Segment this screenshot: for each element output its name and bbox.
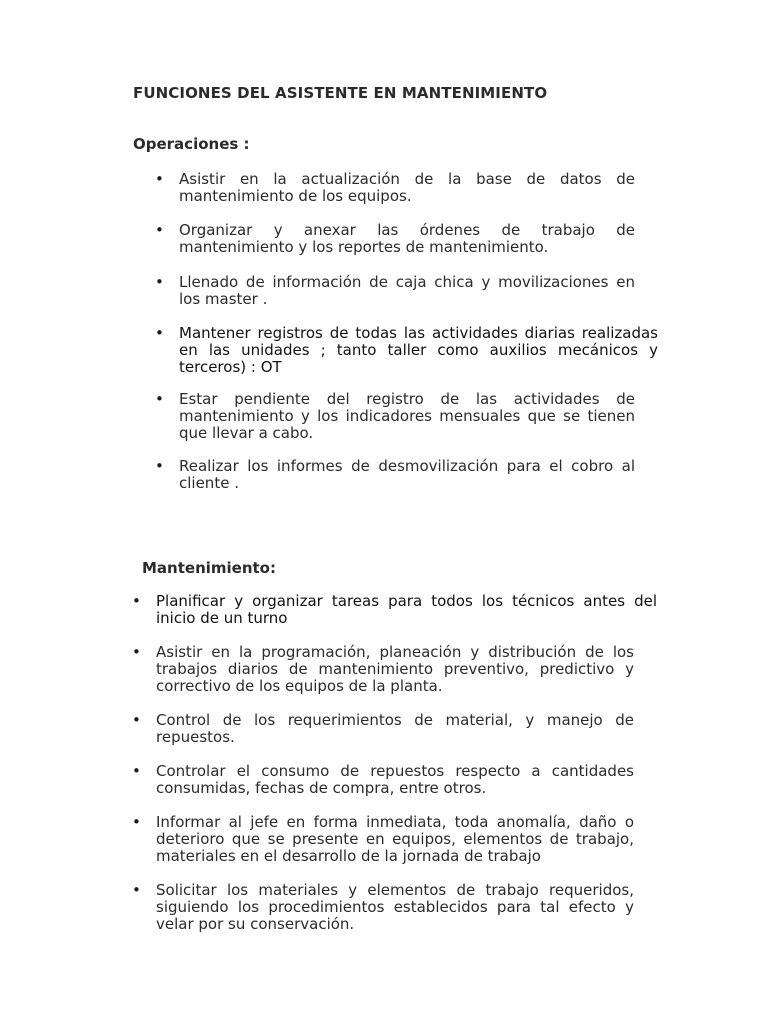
section-heading-mantenimiento: Mantenimiento: <box>142 559 276 577</box>
document-title: FUNCIONES DEL ASISTENTE EN MANTENIMIENTO <box>133 84 548 102</box>
list-item: • Solicitar los materiales y elementos de trabajo requeridos, siguiendo los procedimientos establecidos para tal efecto y velar por su conservación. <box>156 882 634 933</box>
list-item: • Informar al jefe en forma inmediata, toda anomalía, daño o deterioro que se presente en equipos, elementos de trabajo, materiales en el desarrollo de la jornada de trabajo <box>156 814 634 865</box>
operaciones-list <box>179 170 658 492</box>
list-item: • Planificar y organizar tareas para todos los técnicos antes del inicio de un turno <box>156 593 657 627</box>
list-item: • Llenado de información de caja chica y movilizaciones en los master . <box>179 274 635 308</box>
list-item: • Organizar y anexar las órdenes de trabajo de mantenimiento y los reportes de mantenimiento. <box>179 222 635 256</box>
list-item: • Asistir en la actualización de la base de datos de mantenimiento de los equipos. <box>179 171 635 205</box>
list-item: • Control de los requerimientos de material, y manejo de repuestos. <box>156 712 634 746</box>
section-heading-operaciones: Operaciones : <box>133 135 250 153</box>
list-item: • Estar pendiente del registro de las actividades de mantenimiento y los indicadores mensuales que se tienen que llevar a cabo. <box>179 391 635 442</box>
list-item: • Realizar los informes de desmovilización para el cobro al cliente . <box>179 458 635 492</box>
list-item: • Asistir en la programación, planeación y distribución de los trabajos diarios de mantenimiento preventivo, predictivo y correctivo de los equipos de la planta. <box>156 644 634 695</box>
list-item: • Mantener registros de todas las actividades diarias realizadas en las unidades ; tanto taller como auxilios mecánicos y terceros) : OT <box>179 325 658 376</box>
list-item: • Controlar el consumo de repuestos respecto a cantidades consumidas, fechas de compra, entre otros. <box>156 763 634 797</box>
mantenimiento-list <box>156 592 657 933</box>
